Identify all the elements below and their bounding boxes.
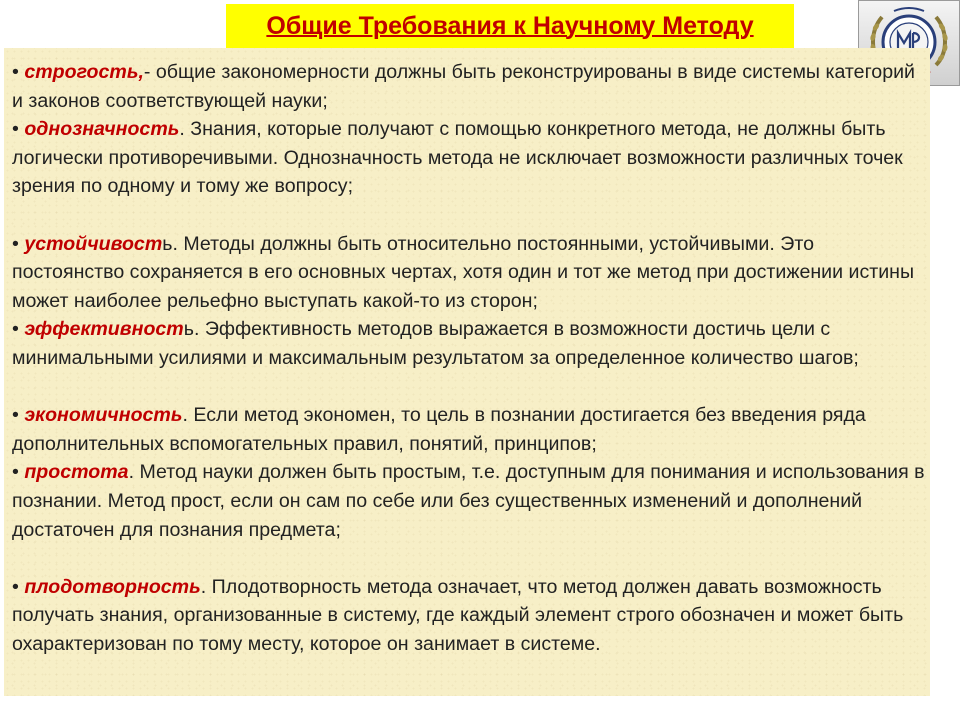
requirement-text: ь. Эффективность методов выражается в возможности достичь цели с минимальными усилиями и максимальным результатом за определенное количество шагов; (12, 318, 859, 369)
bullet: • (12, 118, 19, 141)
requirement-text: - общие закономерности должны быть реконструированы в виде системы категорий и законов соответствующей науки; (12, 61, 915, 112)
slide-title: Общие Требования к Научному Методу (266, 11, 754, 40)
bullet: • (12, 318, 19, 341)
bullet: • (12, 461, 19, 484)
requirement-text: . Если метод экономен, то цель в познании достигается без введения ряда дополнительных вспомогательных правил, понятий, принципов; (12, 404, 866, 455)
requirement-term: однозначность (24, 118, 180, 141)
requirement-text: . Плодотворность метода означает, что метод должен давать возможность получать знания, организованные в систему, где каждый элемент строго обозначен и может быть охарактеризован по тому месту, которое он занимает в системе. (12, 575, 904, 655)
requirement-term: экономичность (24, 404, 183, 427)
requirements-list (4, 48, 930, 696)
requirement-item (12, 230, 930, 316)
requirement-text: ь. Методы должны быть относительно постоянными, устойчивыми. Это постоянство сохраняется в его основных чертах, хотя один и тот же метод при достижении истины может наиболее рельефно выступать какой-то из сторон; (12, 232, 915, 312)
requirement-item (12, 401, 930, 458)
requirement-term: простота (24, 461, 129, 484)
requirement-item (12, 115, 930, 201)
requirement-item (12, 573, 930, 659)
bullet: • (12, 404, 19, 427)
requirement-term: плодотворность (24, 575, 201, 598)
requirement-item (12, 315, 930, 372)
requirement-item (12, 58, 930, 115)
bullet: • (12, 61, 19, 83)
requirement-term: эффективност (24, 318, 184, 341)
bullet: • (12, 232, 19, 255)
requirement-text: . Знания, которые получают с помощью конкретного метода, не должны быть логически противоречивыми. Однозначность метода не исключает возможности различных точек зрения по одному и тому же вопросу; (12, 118, 903, 198)
requirement-term: устойчивост (24, 232, 163, 255)
requirement-term: строгость, (24, 61, 144, 83)
requirement-text: . Метод науки должен быть простым, т.е. доступным для понимания и использования в познании. Метод прост, если он сам по себе или без существенных изменений и дополнений достаточен для познания предмета; (12, 461, 925, 541)
requirement-item (12, 458, 930, 544)
title-banner (226, 4, 794, 48)
bullet: • (12, 575, 19, 598)
